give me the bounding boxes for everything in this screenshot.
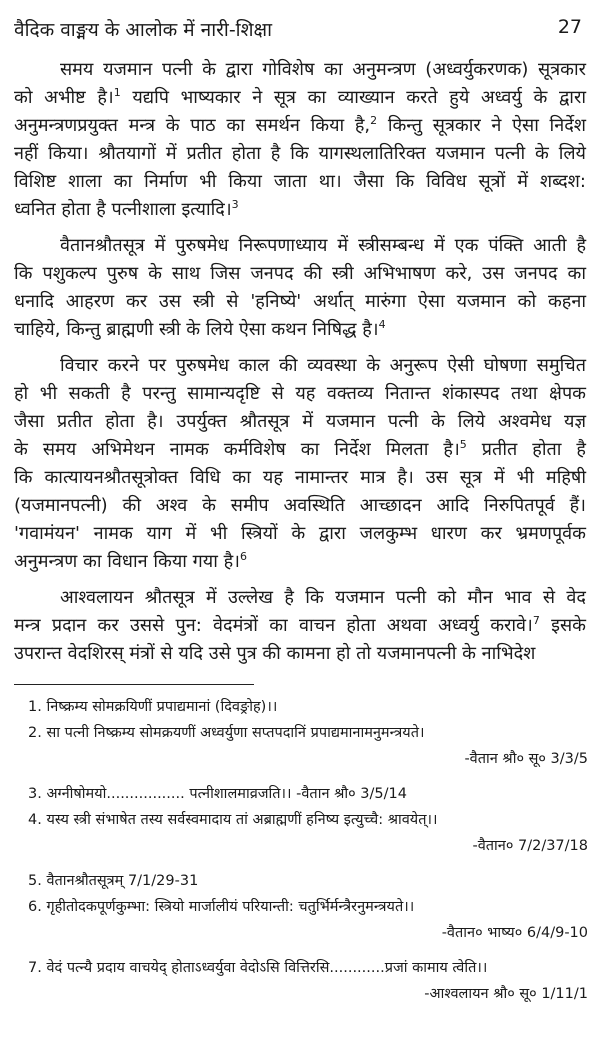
running-title: वैदिक वाङ्मय के आलोक में नारी-शिक्षा [14, 19, 273, 41]
footnote-marker: 4 [378, 318, 386, 331]
text-line [14, 140, 586, 168]
page-number: 27 [557, 16, 582, 38]
line-text: 'गवामंयन' नामक याग में भी स्त्रियों के द्वारा जलकुम्भ धारण कर भ्रमणपूर्वक [14, 523, 586, 544]
text-line [14, 168, 586, 196]
footnote-marker: 5 [459, 438, 467, 451]
text-line [14, 316, 586, 344]
text-line [14, 84, 586, 112]
text-line [14, 436, 586, 464]
footnote-gap [28, 772, 588, 781]
footnote: 3. अग्नीषोमयो................. पत्नीशालमाव्रजति।। -वैतान श्रौ० 3/5/14 [28, 786, 407, 802]
text-line [14, 492, 586, 520]
text-line [14, 288, 586, 316]
text-line [14, 548, 586, 576]
line-text: कि पशुकल्प पुरुष के साथ जिस जनपद की स्त्री अभिभाषण करे, उस जनपद का [14, 263, 586, 284]
footnote-marker: 7 [532, 614, 540, 627]
footnote-marker: 6 [240, 550, 247, 563]
footnote-gap [28, 1007, 588, 1016]
footnote-source: -आश्वलायन श्रौ० सू० 1/11/1 [424, 986, 588, 1002]
line-text: चाहिये, किन्तु ब्राह्मणी स्त्री के लिये ऐसा कथन निषिद्ध है। [14, 319, 379, 340]
line-text: प्रतीत होता है [466, 439, 586, 460]
body-text [14, 56, 586, 668]
footnote-divider [14, 684, 254, 685]
paragraph [14, 232, 586, 344]
line-text: अनुमन्त्रणप्रयुक्त मन्त्र के पाठ का समर्थन किया है, [14, 115, 371, 136]
footnote: 4. यस्य स्त्री संभाषेत तस्य सर्वस्वमादाय तां अब्राह्मणीं हनिष्य इत्युच्चै: श्रावयेत्।। [28, 812, 438, 828]
line-text: के समय अभिमेथन नामक कर्मविशेष का निर्देश मिलता है। [14, 439, 460, 460]
footnote-source: -वैतान० भाष्य० 6/4/9-10 [441, 925, 588, 941]
line-text: जैसा प्रतीत होता है। उपर्युक्त श्रौतसूत्र में यजमान पत्नी के लिये अश्वमेध यज्ञ [14, 411, 586, 432]
running-header [14, 16, 582, 46]
footnote: 6. गृहीतोदकपूर्णकुम्भा: स्त्रियो मार्जालीयं परियान्ती: चतुर्भिर्मन्त्रैरनुमन्त्रयते।। [28, 899, 415, 915]
line-text: (यजमानपत्नी) की अश्व के समीप अवस्थिति आच्छादन आदि निरुपितपूर्व हैं। [14, 495, 586, 516]
text-line [14, 232, 586, 260]
text-line [14, 196, 586, 224]
paragraph [14, 56, 586, 224]
line-text: अनुमन्त्रण का विधान किया गया है। [14, 551, 240, 572]
line-text: उपरान्त वेदशिरस् मंत्रों से यदि उसे पुत्र की कामना हो तो यजमानपत्नी के नाभिदेश [14, 643, 536, 664]
footnote-marker: 3 [231, 198, 239, 211]
paragraph [14, 584, 586, 668]
footnotes [28, 694, 588, 1016]
line-text: विशिष्ट शाला का निर्माण भी किया जाता था। जैसा कि विविध सूत्रों में शब्दश: [14, 171, 586, 192]
footnote-source: -वैतान० 7/2/37/18 [472, 838, 588, 854]
text-line [14, 112, 586, 140]
line-text: नहीं किया। श्रौतयागों में प्रतीत होता है कि यागस्थलातिरिक्त यजमान पत्नी के लिये [14, 143, 586, 164]
line-text: किन्तु सूत्रकार ने ऐसा निर्देश [377, 115, 586, 136]
footnote-gap [28, 946, 588, 955]
footnote-source: -वैतान श्रौ० सू० 3/3/5 [464, 751, 588, 767]
text-line [14, 584, 586, 612]
text-line [14, 612, 586, 640]
paragraph [14, 352, 586, 576]
text-line [14, 640, 586, 668]
text-line [14, 520, 586, 548]
footnote: 1. निष्क्रम्य सोमक्रयिणीं प्रपाद्यमानां (दिवङ्रोह)।। [28, 699, 278, 715]
line-text: को अभीष्ट है। [14, 87, 114, 108]
text-line [14, 464, 586, 492]
line-text: वैतानश्रौतसूत्र में पुरुषमेध निरूपणाध्याय में स्त्रीसम्बन्ध में एक पंक्ति आती है [60, 235, 586, 256]
line-text: कि कात्यायनश्रौतसूत्रोक्त विधि का यह नामान्तर मात्र है। उस सूत्र में भी महिषी [14, 467, 586, 488]
text-line [14, 260, 586, 288]
text-line [14, 56, 586, 84]
footnote-marker: 1 [113, 86, 121, 99]
line-text: यद्यपि भाष्यकार ने सूत्र का व्याख्यान करते हुये अध्वर्यु के द्वारा [120, 87, 586, 108]
line-text: धनादि आहरण कर उस स्त्री से 'हनिष्ये' अर्थात् मारुंगा ऐसा यजमान को कहना [14, 291, 586, 312]
line-text: इसके [539, 615, 586, 636]
line-text: हो भी सकती है परन्तु सामान्यदृष्टि से यह वक्तव्य नितान्त शंकास्पद तथा क्षेपक [14, 383, 586, 404]
footnote-marker: 2 [370, 114, 378, 127]
text-line [14, 380, 586, 408]
footnote: 2. सा पत्नी निष्क्रम्य सोमक्रयणीं अध्वर्युणा सप्तपदानिं प्रपाद्यमानामनुमन्त्रयते। [28, 725, 425, 741]
line-text: आश्वलायन श्रौतसूत्र में उल्लेख है कि यजमान पत्नी को मौन भाव से वेद [60, 587, 586, 608]
footnote: 5. वैतानश्रौतसूत्रम् 7/1/29-31 [28, 873, 199, 889]
text-line [14, 352, 586, 380]
line-text: ध्वनित होता है पत्नीशाला इत्यादि। [14, 199, 232, 220]
line-text: विचार करने पर पुरुषमेध काल की व्यवस्था के अनुरूप ऐसी घोषणा समुचित [60, 355, 586, 376]
footnote-gap [28, 859, 588, 868]
footnote: 7. वेदं पत्न्यै प्रदाय वाचयेद् होताऽध्वर्युवा वेदोऽसि वित्तिरसि............प्रजां कामाय त्वेति।। [28, 960, 488, 976]
line-text: समय यजमान पत्नी के द्वारा गोविशेष का अनुमन्त्रण (अध्वर्युकरणक) सूत्रकार [60, 59, 586, 80]
text-line [14, 408, 586, 436]
line-text: मन्त्र प्रदान कर उससे पुन: वेदमंत्रों का वाचन होता अथवा अध्वर्यु करावे। [14, 615, 533, 636]
